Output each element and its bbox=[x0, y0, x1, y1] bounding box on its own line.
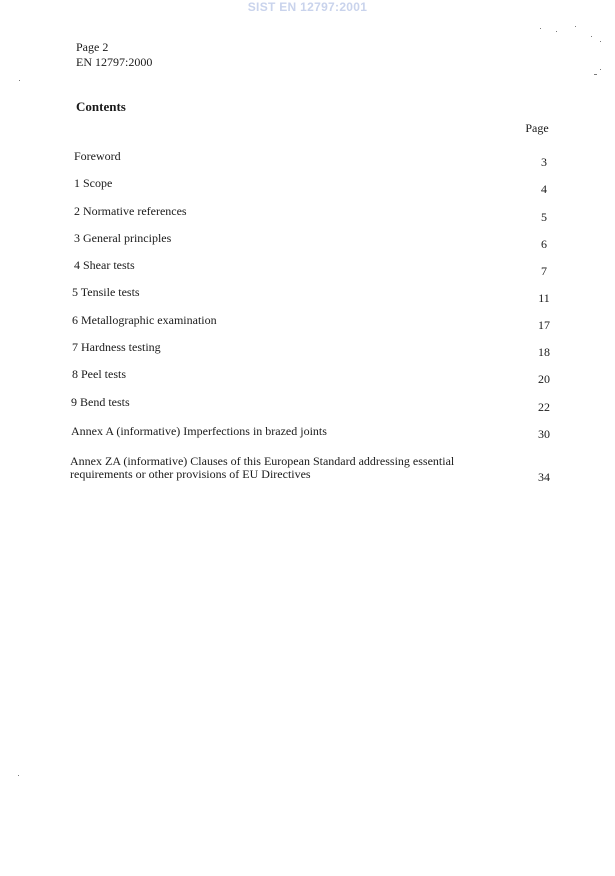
toc-entry-title: 3 General principles bbox=[74, 231, 172, 245]
toc-entry-page: 22 bbox=[538, 400, 550, 414]
watermark: SIST EN 12797:2001 bbox=[247, 0, 368, 14]
toc-entry-page: 6 bbox=[541, 237, 547, 251]
toc-entry-title: 7 Hardness testing bbox=[72, 340, 161, 354]
toc-entry-title: 1 Scope bbox=[74, 176, 113, 190]
toc-entry-page: 17 bbox=[538, 318, 550, 332]
toc-entry-title: 6 Metallographic examination bbox=[72, 313, 217, 327]
toc-entry-title: 9 Bend tests bbox=[71, 395, 130, 409]
toc-entry-page: 4 bbox=[541, 182, 547, 196]
scan-speck bbox=[19, 80, 20, 81]
toc-entry-page: 34 bbox=[538, 470, 550, 484]
toc-entry-title: 4 Shear tests bbox=[74, 258, 135, 272]
scan-speck bbox=[594, 74, 597, 75]
toc-entry-page: 11 bbox=[538, 291, 550, 305]
toc-entry-page: 3 bbox=[541, 155, 547, 169]
toc-entry-page: 5 bbox=[541, 210, 547, 224]
scan-speck bbox=[591, 36, 592, 37]
page-number-header: Page 2 bbox=[76, 40, 109, 54]
toc-entry-title: Foreword bbox=[74, 149, 121, 163]
scan-speck bbox=[575, 26, 576, 27]
toc-entry-title: requirements or other provisions of EU Directives bbox=[70, 467, 311, 481]
toc-entry-title: 2 Normative references bbox=[74, 204, 187, 218]
page-column-header: Page bbox=[525, 121, 549, 135]
standard-id-header: EN 12797:2000 bbox=[76, 55, 153, 69]
scan-speck bbox=[556, 31, 557, 32]
scan-speck bbox=[600, 69, 601, 70]
toc-entry-page: 30 bbox=[538, 427, 550, 441]
scan-speck bbox=[18, 775, 19, 776]
toc-entry-page: 20 bbox=[538, 372, 550, 386]
toc-entry-title: 5 Tensile tests bbox=[72, 285, 140, 299]
scan-speck bbox=[540, 28, 541, 29]
toc-entry-title: Annex A (informative) Imperfections in brazed joints bbox=[71, 424, 327, 438]
scan-speck bbox=[600, 41, 601, 42]
contents-heading: Contents bbox=[76, 99, 126, 114]
toc-entry-page: 18 bbox=[538, 345, 550, 359]
toc-entry-page: 7 bbox=[541, 264, 547, 278]
toc-entry-title: 8 Peel tests bbox=[72, 367, 126, 381]
toc-entry-title: Annex ZA (informative) Clauses of this European Standard addressing essential bbox=[70, 454, 455, 468]
